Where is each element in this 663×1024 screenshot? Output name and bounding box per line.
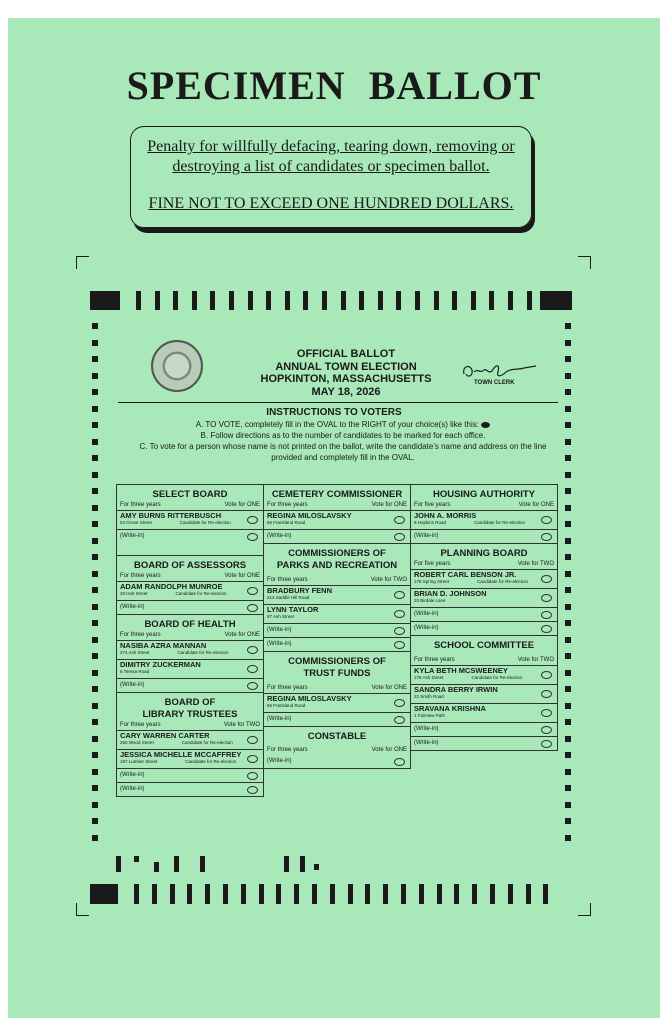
timing-mark [276,884,281,904]
office-trust-funds: COMMISSIONERS OF TRUST FUNDS For three years Vote for ONE REGINA MILOSLAVSKY 66 Frankland Road (Write-in) [264,651,410,726]
write-in-row[interactable]: (Write-in) [117,678,263,692]
timing-mark [187,884,192,904]
candidate-row: SRAVANA KRISHNA 1 Fairview Path [411,703,557,722]
write-in-row[interactable]: (Write-in) [264,529,410,543]
timing-mark [565,571,571,577]
timing-mark [285,291,290,310]
crop-mark [578,256,591,269]
timing-mark [155,291,160,310]
timing-mark [152,884,157,904]
instructions: A. TO VOTE, completely fill in the OVAL to the RIGHT of your choice(s) like this: B. Follow directions as to the number of candidates to be marked for each office. C. To vote for a person whose name is not printed on the ballot, write the candidate's name and address on the line provided and completely fill in the OVAL. [139,420,547,462]
timing-mark [314,864,319,870]
timing-mark [200,856,205,872]
timing-mark [472,884,477,904]
candidate-row: SANDRA BERRY IRWIN 22 Smith Road [411,684,557,703]
candidate-row: BRADBURY FENN 213 Saddle Hill Road [264,585,410,604]
vote-oval[interactable] [394,641,405,649]
timing-mark [565,835,571,841]
timing-mark [154,862,159,872]
timing-mark [471,291,476,310]
timing-mark [173,291,178,310]
vote-oval[interactable] [247,516,258,524]
vote-oval[interactable] [247,786,258,794]
timing-mark [134,856,139,862]
timing-mark [92,538,98,544]
timing-mark [565,538,571,544]
candidate-row: REGINA MILOSLAVSKY 66 Frankland Road [264,510,410,529]
vote-oval[interactable] [394,716,405,724]
timing-mark [454,884,459,904]
vote-oval[interactable] [394,610,405,618]
vote-oval[interactable] [394,533,405,541]
vote-oval[interactable] [541,594,552,602]
vote-oval[interactable] [541,726,552,734]
timing-mark [205,884,210,904]
timing-mark [341,291,346,310]
office-library-trustees: BOARD OF LIBRARY TRUSTEES For three years Vote for TWO CARY WARREN CARTER 250 Wood Street Candidate for Re-election JESSICA MICHELLE MCCAFFREY 197 Lumber Street Candidate for Re-election (Write-in) (Write-in) [117,692,263,796]
write-in-row[interactable]: (Write-in) [117,529,263,543]
timing-mark [92,521,98,527]
timing-mark [92,554,98,560]
vote-oval[interactable] [247,772,258,780]
timing-mark [565,637,571,643]
timing-mark [92,389,98,395]
office-constable: CONSTABLE For three years Vote for ONE (Write-in) [264,726,410,768]
ballot-header: OFFICIAL BALLOT ANNUAL TOWN ELECTION HOPKINTON, MASSACHUSETTS MAY 18, 2026 [260,348,432,398]
timing-mark [565,719,571,725]
timing-mark [565,455,571,461]
timing-mark [241,884,246,904]
timing-mark [116,856,121,872]
timing-mark [396,291,401,310]
ballot-column-3 [410,484,558,751]
timing-mark [565,554,571,560]
timing-mark [348,884,353,904]
crop-mark [76,256,89,269]
crop-mark [76,903,89,916]
timing-mark [508,291,513,310]
write-in-row[interactable]: (Write-in) [411,722,557,736]
write-in-row[interactable]: (Write-in) [117,782,263,796]
timing-mark [565,472,571,478]
vote-oval[interactable] [247,587,258,595]
vote-oval[interactable] [541,709,552,717]
timing-mark [378,291,383,310]
timing-mark [543,884,548,904]
timing-mark [92,736,98,742]
office-housing: HOUSING AUTHORITY For five years Vote for ONE JOHN A. MORRIS 8 Hopkins Road Candidate for Re-election (Write-in) [411,485,557,543]
write-in-row[interactable]: (Write-in) [264,755,410,768]
vote-oval[interactable] [394,627,405,635]
timing-mark [284,856,289,872]
timing-mark [266,291,271,310]
timing-mark [136,291,141,310]
crop-mark [578,903,591,916]
timing-mark [565,505,571,511]
candidate-row: BRIAN D. JOHNSON 20 Birdale Lane [411,588,557,607]
timing-mark [229,291,234,310]
timing-mark [365,884,370,904]
write-in-row[interactable]: (Write-in) [117,768,263,782]
candidate-row: ADAM RANDOLPH MUNROE 20 Holt Street Candidate for Re-election [117,581,263,600]
write-in-row[interactable]: (Write-in) [411,736,557,750]
timing-mark [92,373,98,379]
page-title: SPECIMEN BALLOT [126,63,542,108]
fine-text: FINE NOT TO EXCEED ONE HUNDRED DOLLARS. [148,195,514,212]
timing-mark [92,785,98,791]
timing-mark [565,818,571,824]
candidate-row: REGINA MILOSLAVSKY 66 Frankland Road [264,693,410,712]
timing-mark [92,323,98,329]
vote-oval[interactable] [394,758,405,766]
ballot-column-2 [263,484,411,769]
timing-mark [92,604,98,610]
vote-oval[interactable] [247,665,258,673]
timing-mark [92,505,98,511]
timing-mark [383,884,388,904]
town-clerk-label: TOWN CLERK [474,380,515,386]
office-cemetery: CEMETERY COMMISSIONER For three years Vote for ONE REGINA MILOSLAVSKY 66 Frankland Road (Write-in) [264,485,410,543]
vote-oval[interactable] [541,671,552,679]
timing-mark [300,856,305,872]
timing-mark [92,356,98,362]
vote-oval[interactable] [541,690,552,698]
timing-mark [565,373,571,379]
candidate-row: ROBERT CARL BENSON JR. 178 Spring Street Candidate for Re-election [411,569,557,588]
timing-mark [170,884,175,904]
timing-mark [452,291,457,310]
timing-mark [526,884,531,904]
timing-mark [90,884,118,904]
candidate-row: NASIBA AZRA MANNAN 274 Ash Street Candidate for Re-election [117,640,263,659]
timing-mark [565,340,571,346]
office-select-board: SELECT BOARD For three years Vote for ONE AMY BURNS RITTERBUSCH 54 Grove Street Candidate for Re-election (Write-in) [117,485,263,543]
clerk-signature-icon [460,360,540,382]
vote-oval[interactable] [394,699,405,707]
write-in-row[interactable]: (Write-in) [411,607,557,621]
vote-oval[interactable] [247,736,258,744]
timing-mark [92,422,98,428]
office-school-committee: SCHOOL COMMITTEE For three years Vote for TWO KYLA BETH MCSWEENEY 176 Ash Street Candidate for Re-election SANDRA BERRY IRWIN 22 Smith Road SRAVANA KRISHNA 1 Fairview Path (Write-in) (Write-in) [411,635,557,750]
timing-mark [565,653,571,659]
vote-oval[interactable] [541,516,552,524]
vote-oval[interactable] [247,533,258,541]
timing-mark [92,752,98,758]
vote-oval[interactable] [394,516,405,524]
candidate-row: CARY WARREN CARTER 250 Wood Street Candidate for Re-election [117,730,263,749]
vote-oval[interactable] [541,740,552,748]
vote-oval[interactable] [541,611,552,619]
timing-mark [90,291,120,310]
timing-mark [565,769,571,775]
timing-mark [92,488,98,494]
instructions-title: INSTRUCTIONS TO VOTERS [266,407,402,418]
office-planning: PLANNING BOARD For five years Vote for TWO ROBERT CARL BENSON JR. 178 Spring Street Candidate for Re-election BRIAN D. JOHNSON 20 Birdale Lane (Write-in) (Write-in) [411,543,557,635]
timing-mark [565,587,571,593]
timing-mark [92,835,98,841]
vote-oval[interactable] [247,755,258,763]
write-in-row[interactable]: (Write-in) [411,529,557,543]
timing-mark [565,802,571,808]
timing-mark [92,571,98,577]
office-health: BOARD OF HEALTH For three years Vote for ONE NASIBA AZRA MANNAN 274 Ash Street Candidate for Re-election DIMITRY ZUCKERMAN 6 Teresa Road (Write-in) [117,614,263,692]
vote-oval[interactable] [394,591,405,599]
candidate-row: JESSICA MICHELLE MCCAFFREY 197 Lumber Street Candidate for Re-election [117,749,263,768]
timing-mark [565,521,571,527]
timing-mark [92,703,98,709]
timing-mark [92,670,98,676]
timing-mark [565,620,571,626]
timing-mark [92,653,98,659]
timing-mark [565,752,571,758]
timing-mark [223,884,228,904]
candidate-row: JOHN A. MORRIS 8 Hopkins Road Candidate for Re-election [411,510,557,529]
timing-mark [92,455,98,461]
timing-mark [303,291,308,310]
timing-mark [565,356,571,362]
vote-oval[interactable] [541,533,552,541]
timing-mark [92,818,98,824]
timing-mark [92,620,98,626]
timing-mark [312,884,317,904]
timing-mark [415,291,420,310]
timing-mark [489,291,494,310]
timing-mark [565,439,571,445]
write-in-row[interactable]: (Write-in) [264,623,410,637]
office-parks: COMMISSIONERS OF PARKS AND RECREATION For three years Vote for TWO BRADBURY FENN 213 Saddle Hill Road LYNN TAYLOR 87 Ash Street (Write-in) (Write-in) [264,543,410,651]
write-in-row[interactable]: (Write-in) [264,712,410,726]
timing-mark [527,291,532,310]
timing-mark [92,719,98,725]
timing-mark [565,686,571,692]
timing-mark [565,422,571,428]
timing-mark [434,291,439,310]
timing-mark [565,670,571,676]
penalty-notice [130,126,532,228]
timing-mark [92,686,98,692]
timing-mark [210,291,215,310]
timing-mark [565,785,571,791]
timing-mark [565,703,571,709]
divider [118,402,558,403]
timing-mark [134,884,139,904]
timing-mark [330,884,335,904]
candidate-row: LYNN TAYLOR 87 Ash Street [264,604,410,623]
timing-mark [92,637,98,643]
vote-oval[interactable] [247,604,258,612]
timing-mark [92,340,98,346]
office-assessors: BOARD OF ASSESSORS For three years Vote for ONE ADAM RANDOLPH MUNROE 20 Holt Street Candidate for Re-election (Write-in) [117,555,263,614]
timing-mark [437,884,442,904]
timing-mark [294,884,299,904]
timing-mark [174,856,179,872]
vote-oval[interactable] [247,646,258,654]
candidate-row: DIMITRY ZUCKERMAN 6 Teresa Road [117,659,263,678]
candidate-row: AMY BURNS RITTERBUSCH 54 Grove Street Candidate for Re-election [117,510,263,529]
timing-mark [508,884,513,904]
timing-mark [259,884,264,904]
write-in-row[interactable]: (Write-in) [117,600,263,614]
write-in-row[interactable]: (Write-in) [264,637,410,651]
vote-oval[interactable] [541,575,552,583]
candidate-row: KYLA BETH MCSWEENEY 176 Ash Street Candidate for Re-election [411,665,557,684]
timing-mark [92,439,98,445]
timing-mark [490,884,495,904]
town-seal-icon [151,340,203,392]
timing-mark [401,884,406,904]
timing-mark [322,291,327,310]
penalty-text: Penalty for willfully defacing, tearing down, removing or destroying a list of candidates or specimen ballot. [147,138,515,175]
ballot-page [8,18,660,1018]
timing-mark [92,587,98,593]
ballot-column-1 [116,484,264,797]
timing-mark [92,472,98,478]
timing-mark [540,291,572,310]
timing-mark [419,884,424,904]
vote-oval[interactable] [247,682,258,690]
timing-mark [565,604,571,610]
filled-oval-icon [481,422,490,428]
timing-mark [565,736,571,742]
timing-mark [92,802,98,808]
timing-mark [565,389,571,395]
timing-mark [359,291,364,310]
timing-mark [565,488,571,494]
timing-mark [248,291,253,310]
timing-mark [192,291,197,310]
timing-mark [565,323,571,329]
timing-mark [92,769,98,775]
vote-oval[interactable] [541,625,552,633]
write-in-row[interactable]: (Write-in) [411,621,557,635]
